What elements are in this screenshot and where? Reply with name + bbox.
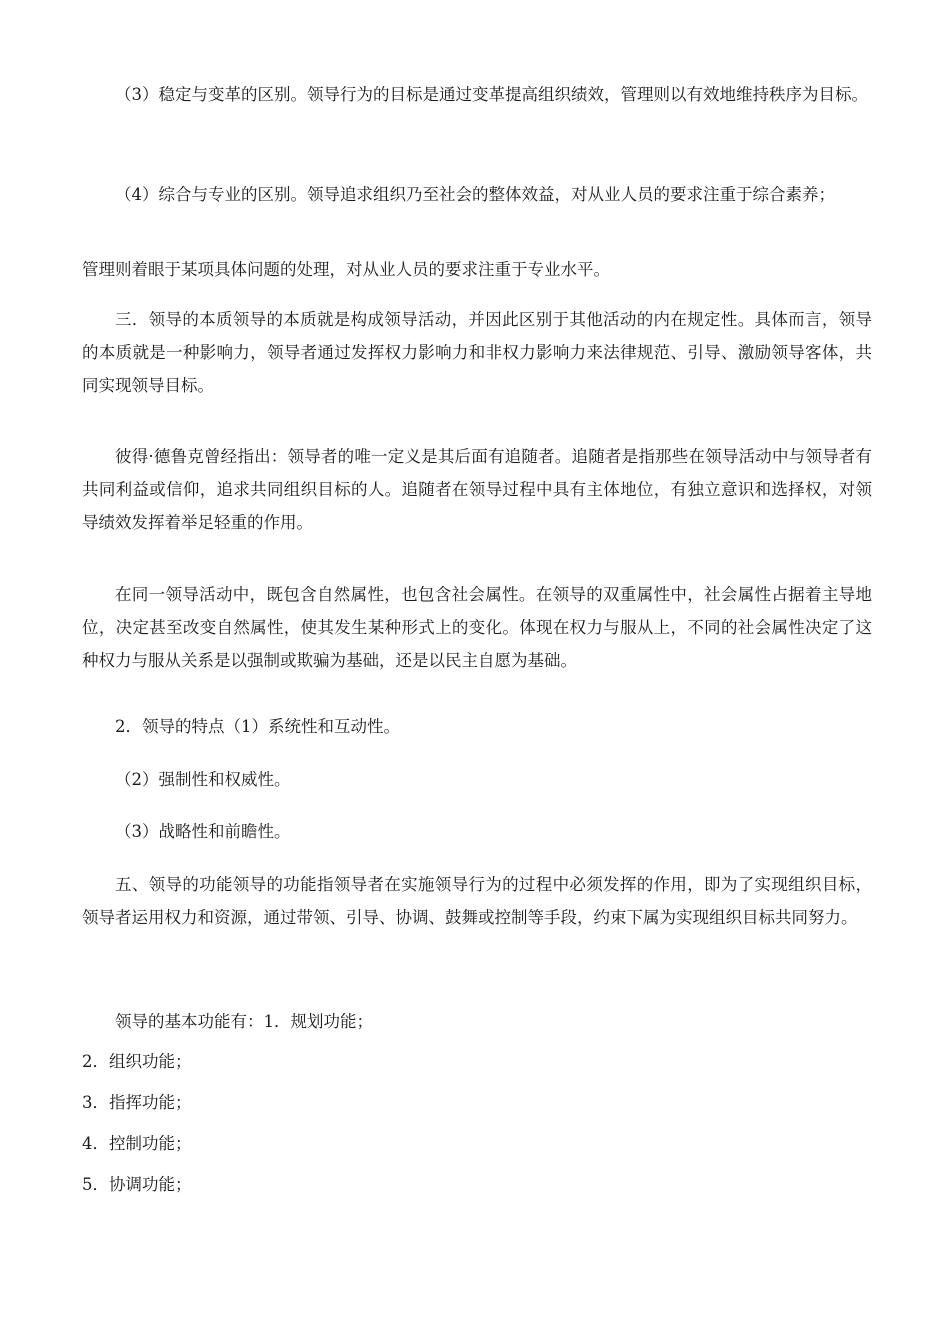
paragraph-leadership-functions: 五、领导的功能领导的功能指领导者在实施领导行为的过程中必须发挥的作用，即为了实现组织目标，领导者运用权力和资源，通过带领、引导、协调、鼓舞或控制等手段，约束下属为实现组织目标共同努力。 xyxy=(82,875,872,927)
paragraph-dual-attributes: 在同一领导活动中，既包含自然属性，也包含社会属性。在领导的双重属性中，社会属性占据着主导地位，决定甚至改变自然属性，使其发生某种形式上的变化。体现在权力与服从上，不同的社会属性决定了这种权力与服从关系是以强制或欺骗为基础，还是以民主自愿为基础。 xyxy=(82,585,872,670)
paragraph-leadership-traits-3: （3）战略性和前瞻性。 xyxy=(115,822,291,841)
paragraph-leadership-essence: 三．领导的本质领导的本质就是构成领导活动，并因此区别于其他活动的内在规定性。具体而言，领导的本质就是一种影响力，领导者通过发挥权力影响力和非权力影响力来法律规范、引导、激励领导客体，共同实现领导目标。 xyxy=(82,310,872,395)
list-item-controlling: 4．控制功能； xyxy=(82,1134,192,1153)
paragraph-comprehensive-vs-professional: （4）综合与专业的区别。领导追求组织乃至社会的整体效益，对从业人员的要求注重于综合素养； xyxy=(115,185,835,204)
paragraph-leadership-traits-2: （2）强制性和权威性。 xyxy=(115,770,291,789)
paragraph-management-focus: 管理则着眼于某项具体问题的处理，对从业人员的要求注重于专业水平。 xyxy=(82,260,610,279)
list-item-organizing: 2．组织功能； xyxy=(82,1052,192,1071)
list-item-planning: 领导的基本功能有：1．规划功能； xyxy=(115,1012,373,1031)
paragraph-leadership-traits-1: 2．领导的特点（1）系统性和互动性。 xyxy=(115,717,400,736)
paragraph-stability-vs-change: （3）稳定与变革的区别。领导行为的目标是通过变革提高组织绩效，管理则以有效地维持秩序为目标。 xyxy=(115,85,868,104)
list-item-coordinating: 5．协调功能； xyxy=(82,1175,192,1194)
list-item-commanding: 3．指挥功能； xyxy=(82,1093,192,1112)
paragraph-drucker-followers: 彼得·德鲁克曾经指出：领导者的唯一定义是其后面有追随者。追随者是指那些在领导活动中与领导者有共同利益或信仰，追求共同组织目标的人。追随者在领导过程中具有主体地位，有独立意识和选择权，对领导绩效发挥着举足轻重的作用。 xyxy=(82,447,872,532)
